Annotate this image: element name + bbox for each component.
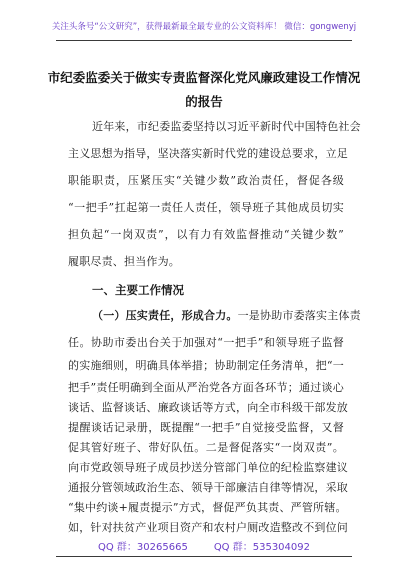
footer-divider (56, 556, 352, 557)
footer-qq-group-2: QQ 群：535304092 (213, 542, 310, 553)
intro-line-4: “一把手”扛起第一责任人责任，领导班子其他成员切实 (68, 201, 344, 214)
sub-heading-line (92, 309, 361, 323)
body-line-3: 把手”责任明确到全面从严治党各方面各环节；通过谈心 (68, 381, 344, 394)
intro-line-5: 担负起“一岗双责”，以有力有效监督推动“关键少数” (68, 228, 344, 241)
body-line-2: 的实施细则，明确具体举措；协助制定任务清单，把“一 (68, 359, 344, 372)
intro-line-6: 履职尽责、担当作为。 (68, 255, 180, 268)
intro-line-3: 职能职责，压紧压实“关键少数”政治责任，督促各级 (68, 174, 344, 187)
body-line-5: 提醒谈话记录册，既提醒“一把手”自觉接受监督，又督 (68, 421, 344, 434)
body-line-1: 任。协助市委出台关于加强对“一把手”和领导班子监督 (68, 336, 344, 349)
intro-line-2: 主义思想为指导，坚决落实新时代党的建设总要求，立足 (68, 147, 348, 160)
body-line-8: 通报分管领域政治生态、领导干部廉洁自律等情况，采取 (68, 481, 348, 494)
sub-heading-rest: 一是协助市委落实主体责 (237, 309, 361, 322)
body-line-4: 谈话、监督谈话、廉政谈话等方式，向全市科级干部发放 (68, 401, 348, 414)
footer-qq-groups (0, 538, 408, 553)
header-divider (56, 40, 352, 41)
body-line-7: 向市党政领导班子成员抄送分管部门单位的纪检监察建议 (68, 461, 348, 474)
sub-heading-responsibility: （一）压实责任，形成合力。 (92, 309, 238, 322)
footer-qq-group-1: QQ 群：30265665 (97, 542, 188, 553)
body-line-6: 促其管好班子、带好队伍。二是督促落实“一岗双责”。 (68, 441, 344, 454)
section-heading-main-work: 一、主要工作情况 (92, 283, 184, 297)
body-line-9: “集中约谈+履责提示”方式，督促严负其责、严管所辖。 (68, 501, 347, 514)
header-promo-note: 关注头条号“公文研究”，获得最新最全最专业的公文资料库！ 微信：gongwenyj (51, 22, 357, 32)
document-title-line-1: 市纪委监委关于做实专责监督深化党风廉政建设工作情况 (47, 70, 361, 85)
intro-line-1: 近年来，市纪委监委坚持以习近平新时代中国特色社会 (92, 120, 361, 133)
body-line-10: 如，针对扶贫产业项目资产和农村户厕改造整改不到位问 (68, 521, 348, 534)
document-title-line-2: 的报告 (185, 94, 223, 109)
